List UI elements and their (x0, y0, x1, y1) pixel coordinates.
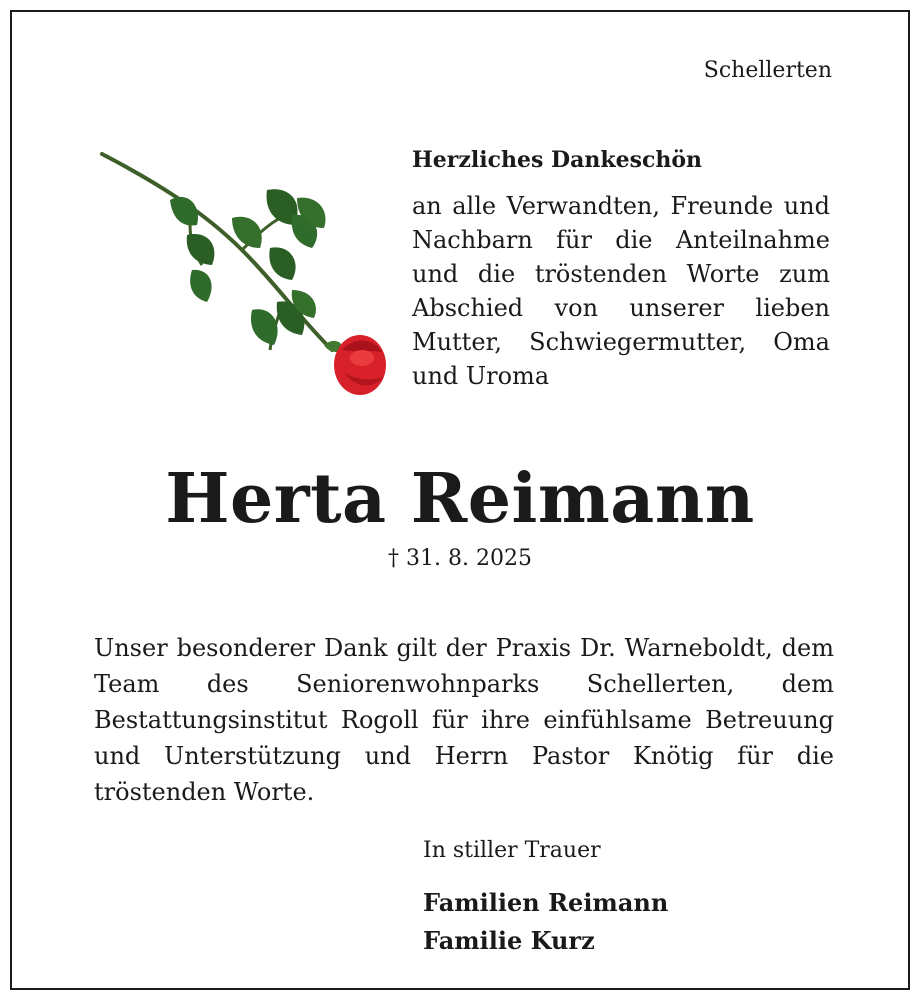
mourning-line: In stiller Trauer (423, 838, 601, 863)
families-signature (423, 884, 668, 960)
notice-frame (10, 10, 910, 990)
family-name: Familien Reimann (423, 888, 669, 917)
intro-text: an alle Verwandten, Freunde und Nachbarn für die Anteilnahme und die tröstenden Worte zum Abschied von unserer lieben Mutter, Schwiegermutter, Oma und Uroma (412, 192, 830, 390)
family-name: Familie Kurz (423, 926, 595, 955)
intro-block (412, 147, 830, 393)
thanks-paragraph: Unser besonderer Dank gilt der Praxis Dr. Warneboldt, dem Team des Seniorenwohnparks Schellerten, dem Bestattungsinstitut Rogoll für ihre einfühlsame Betreuung und Unterstützung und Herrn Pastor Knötig für die tröstenden Worte. (94, 634, 834, 806)
intro-heading: Herzliches Dankeschön (412, 147, 703, 173)
place-name: Schellerten (703, 58, 832, 83)
deceased-name: Herta Reimann (165, 459, 755, 539)
red-rose-icon (92, 140, 392, 410)
death-date: † 31. 8. 2025 (388, 546, 532, 571)
